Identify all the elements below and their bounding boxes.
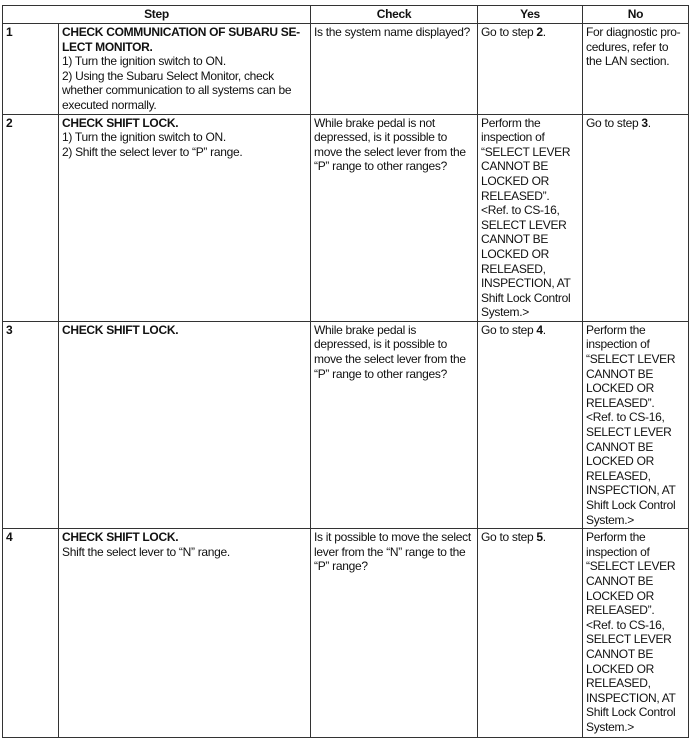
step-title: CHECK COMMUNICATION OF SUBARU SE- LECT MONITOR. bbox=[62, 25, 300, 54]
yes-cell bbox=[478, 24, 583, 115]
no-cell: For diagnostic pro- cedures, refer to the LAN section. bbox=[583, 24, 689, 115]
yes-step-link[interactable]: 5 bbox=[536, 530, 543, 545]
header-check: Check bbox=[311, 6, 478, 24]
no-suffix: . bbox=[647, 115, 651, 130]
yes-text: Go to step bbox=[481, 530, 537, 545]
table-row bbox=[3, 321, 689, 528]
yes-step-link[interactable]: 2 bbox=[536, 25, 543, 39]
table-row bbox=[3, 24, 689, 115]
check-cell: While brake pedal is not depressed, is it possible to move the select lever from the “P” range to other ranges? bbox=[311, 114, 478, 321]
no-text: Go to step bbox=[586, 115, 642, 130]
step-body: Shift the select lever to “N” range. bbox=[62, 544, 230, 559]
step-cell bbox=[59, 114, 311, 321]
step-title: CHECK SHIFT LOCK. bbox=[62, 115, 179, 130]
step-cell bbox=[59, 321, 311, 528]
yes-text: Go to step bbox=[481, 25, 537, 39]
yes-cell bbox=[478, 321, 583, 528]
diagnostic-table bbox=[2, 5, 689, 738]
step-number: 2 bbox=[3, 114, 59, 321]
no-step-link[interactable]: 3 bbox=[641, 115, 648, 130]
check-cell: While brake pedal is depressed, is it possible to move the select lever from the “P” range to other ranges? bbox=[311, 321, 478, 528]
header-no: No bbox=[583, 6, 689, 24]
step-number: 3 bbox=[3, 321, 59, 528]
step-cell bbox=[59, 24, 311, 115]
header-step: Step bbox=[3, 6, 311, 24]
no-cell: Perform the inspection of “SELECT LEVER CANNOT BE LOCKED OR RELEASED”. <Ref. to CS-16, SELECT LEVER CANNOT BE LOCKED OR RELEASED, INSPECTION, AT Shift Lock Control System.> bbox=[583, 529, 689, 738]
yes-step-link[interactable]: 4 bbox=[536, 322, 543, 337]
step-body: 1) Turn the ignition switch to ON. 2) Shift the select lever to “P” range. bbox=[62, 130, 243, 159]
yes-suffix: . bbox=[542, 530, 546, 545]
check-cell: Is the system name displayed? bbox=[311, 24, 478, 115]
step-body: 1) Turn the ignition switch to ON. 2) Using the Subaru Select Monitor, check whether communication to all systems can be executed normally. bbox=[62, 54, 292, 112]
yes-suffix: . bbox=[542, 322, 546, 337]
step-number: 1 bbox=[3, 24, 59, 115]
check-cell: Is it possible to move the select lever from the “N” range to the “P” range? bbox=[311, 529, 478, 738]
no-cell: Perform the inspection of “SELECT LEVER CANNOT BE LOCKED OR RELEASED”. <Ref. to CS-16, SELECT LEVER CANNOT BE LOCKED OR RELEASED, INSPECTION, AT Shift Lock Control System.> bbox=[583, 321, 689, 528]
header-yes: Yes bbox=[478, 6, 583, 24]
table-row bbox=[3, 114, 689, 321]
no-cell bbox=[583, 114, 689, 321]
yes-text: Go to step bbox=[481, 322, 537, 337]
yes-cell bbox=[478, 529, 583, 738]
step-title: CHECK SHIFT LOCK. bbox=[62, 322, 179, 337]
step-cell bbox=[59, 529, 311, 738]
step-number: 4 bbox=[3, 529, 59, 738]
yes-cell: Perform the inspection of “SELECT LEVER CANNOT BE LOCKED OR RELEASED”. <Ref. to CS-16, SELECT LEVER CANNOT BE LOCKED OR RELEASED, INSPECTION, AT Shift Lock Control System.> bbox=[478, 114, 583, 321]
table-row bbox=[3, 529, 689, 738]
step-title: CHECK SHIFT LOCK. bbox=[62, 530, 179, 545]
header-row bbox=[3, 6, 689, 24]
yes-suffix: . bbox=[542, 25, 546, 39]
